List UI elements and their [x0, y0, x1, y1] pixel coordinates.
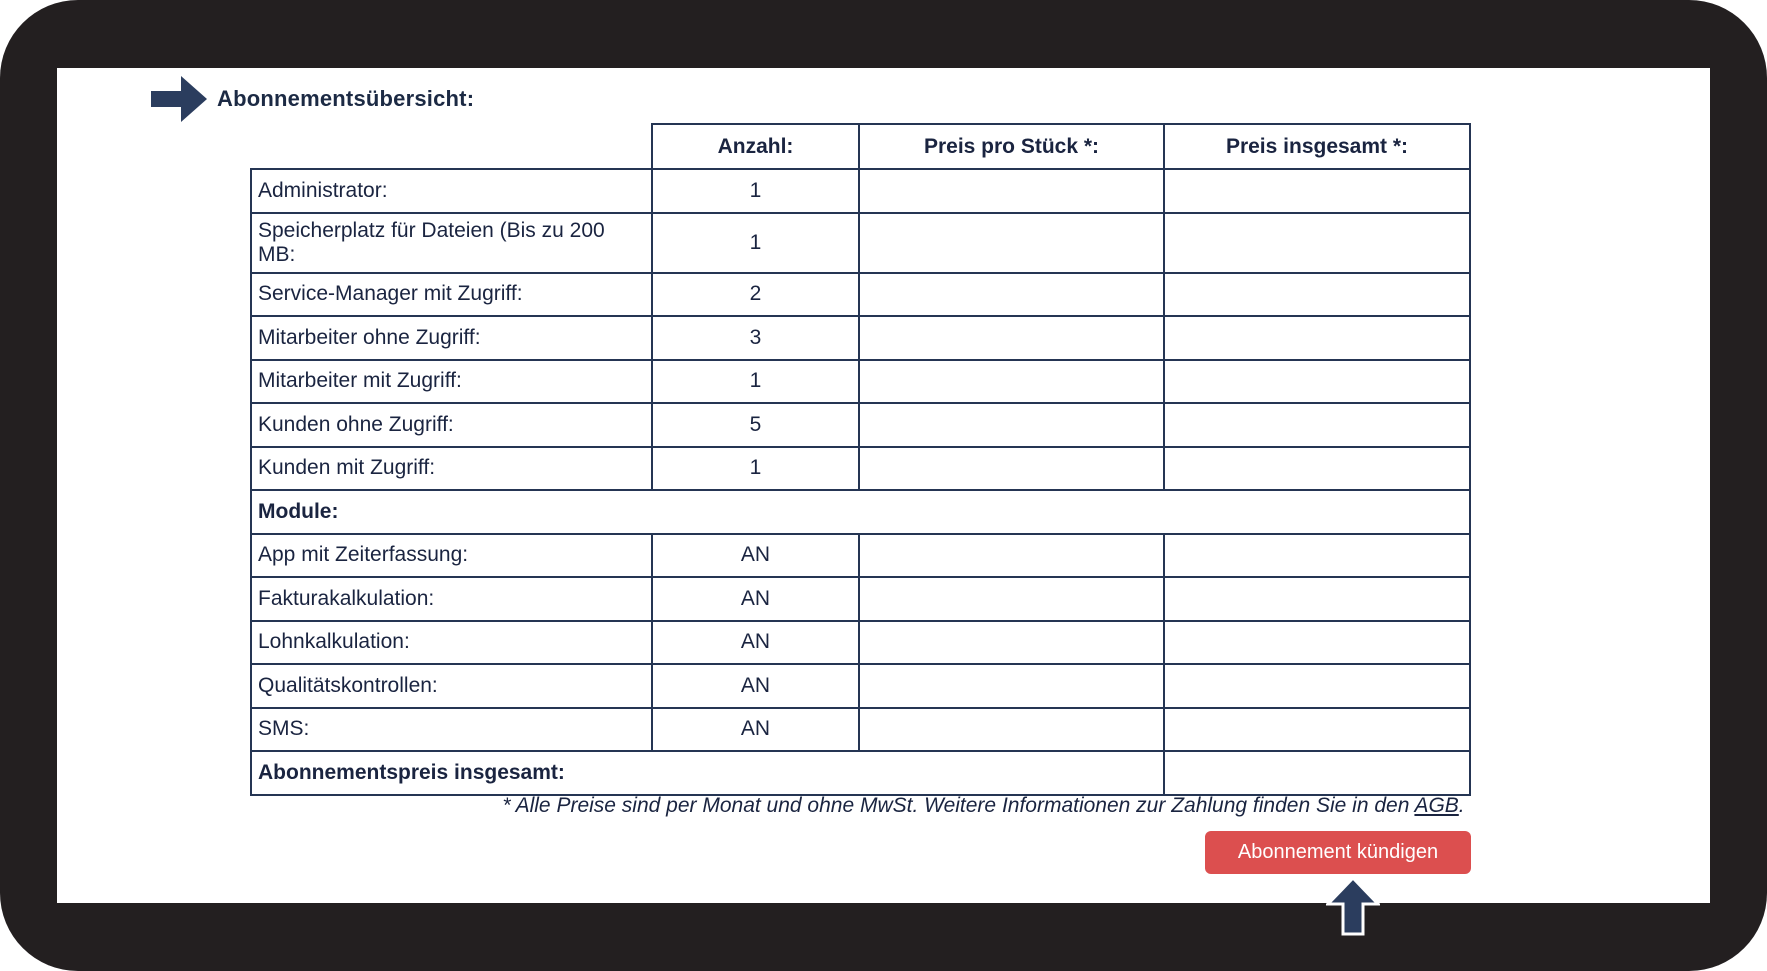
header-quantity: Anzahl: [652, 124, 859, 169]
row-unit-price [859, 316, 1164, 360]
module-status: AN [652, 577, 859, 621]
modules-heading: Module: [251, 490, 1470, 534]
row-total-price [1164, 273, 1470, 317]
row-unit-price [859, 360, 1164, 404]
row-total-price [1164, 360, 1470, 404]
row-total-price [1164, 708, 1470, 752]
screen [57, 68, 1710, 903]
subscription-table [250, 123, 1471, 796]
table-row [251, 708, 1470, 752]
table-header-row [251, 124, 1470, 169]
row-unit-price [859, 403, 1164, 447]
row-quantity: 1 [652, 360, 859, 404]
module-status: AN [652, 664, 859, 708]
row-label: Speicherplatz für Dateien (Bis zu 200 MB: [251, 213, 652, 273]
total-label: Abonnementspreis insgesamt: [251, 751, 1164, 795]
table-row [251, 664, 1470, 708]
row-unit-price [859, 169, 1164, 213]
total-row [251, 751, 1470, 795]
row-label: Kunden mit Zugriff: [251, 447, 652, 491]
module-status: AN [652, 708, 859, 752]
row-label: Mitarbeiter ohne Zugriff: [251, 316, 652, 360]
row-unit-price [859, 447, 1164, 491]
table-row [251, 213, 1470, 273]
row-unit-price [859, 273, 1164, 317]
row-quantity: 1 [652, 447, 859, 491]
row-quantity: 3 [652, 316, 859, 360]
row-total-price [1164, 169, 1470, 213]
table-row [251, 169, 1470, 213]
arrow-right-icon [151, 76, 209, 122]
agb-link[interactable]: AGB [1414, 794, 1459, 817]
row-label: Administrator: [251, 169, 652, 213]
module-label: Lohnkalkulation: [251, 621, 652, 665]
footnote-text: * Alle Preise sind per Monat und ohne MwSt. Weitere Informationen zur Zahlung finden Sie in den [502, 794, 1415, 817]
row-quantity: 1 [652, 213, 859, 273]
table-row [251, 360, 1470, 404]
table-row [251, 534, 1470, 578]
row-total-price [1164, 403, 1470, 447]
row-unit-price [859, 213, 1164, 273]
row-total-price [1164, 664, 1470, 708]
table-row [251, 621, 1470, 665]
module-label: App mit Zeiterfassung: [251, 534, 652, 578]
row-quantity: 1 [652, 169, 859, 213]
table-row [251, 403, 1470, 447]
footnote-end: . [1458, 794, 1465, 817]
header-total-price: Preis insgesamt *: [1164, 124, 1470, 169]
row-total-price [1164, 213, 1470, 273]
table-row [251, 447, 1470, 491]
row-total-price [1164, 447, 1470, 491]
row-total-price [1164, 534, 1470, 578]
row-quantity: 2 [652, 273, 859, 317]
row-quantity: 5 [652, 403, 859, 447]
table-row [251, 316, 1470, 360]
module-label: Qualitätskontrollen: [251, 664, 652, 708]
module-label: Fakturakalkulation: [251, 577, 652, 621]
cancel-subscription-button[interactable]: Abonnement kündigen [1205, 831, 1471, 874]
table-row [251, 577, 1470, 621]
module-status: AN [652, 534, 859, 578]
row-label: Mitarbeiter mit Zugriff: [251, 360, 652, 404]
table-row [251, 273, 1470, 317]
page-title: Abonnementsübersicht: [217, 86, 475, 111]
row-unit-price [859, 577, 1164, 621]
total-price [1164, 751, 1470, 795]
arrow-up-icon [1326, 876, 1380, 936]
row-label: Kunden ohne Zugriff: [251, 403, 652, 447]
footnote [57, 794, 1710, 818]
row-label: Service-Manager mit Zugriff: [251, 273, 652, 317]
row-total-price [1164, 621, 1470, 665]
row-total-price [1164, 577, 1470, 621]
table-header-blank [251, 124, 652, 169]
header-unit-price: Preis pro Stück *: [859, 124, 1164, 169]
row-unit-price [859, 708, 1164, 752]
row-unit-price [859, 534, 1164, 578]
module-status: AN [652, 621, 859, 665]
row-unit-price [859, 621, 1164, 665]
module-label: SMS: [251, 708, 652, 752]
row-unit-price [859, 664, 1164, 708]
modules-heading-row [251, 490, 1470, 534]
row-total-price [1164, 316, 1470, 360]
